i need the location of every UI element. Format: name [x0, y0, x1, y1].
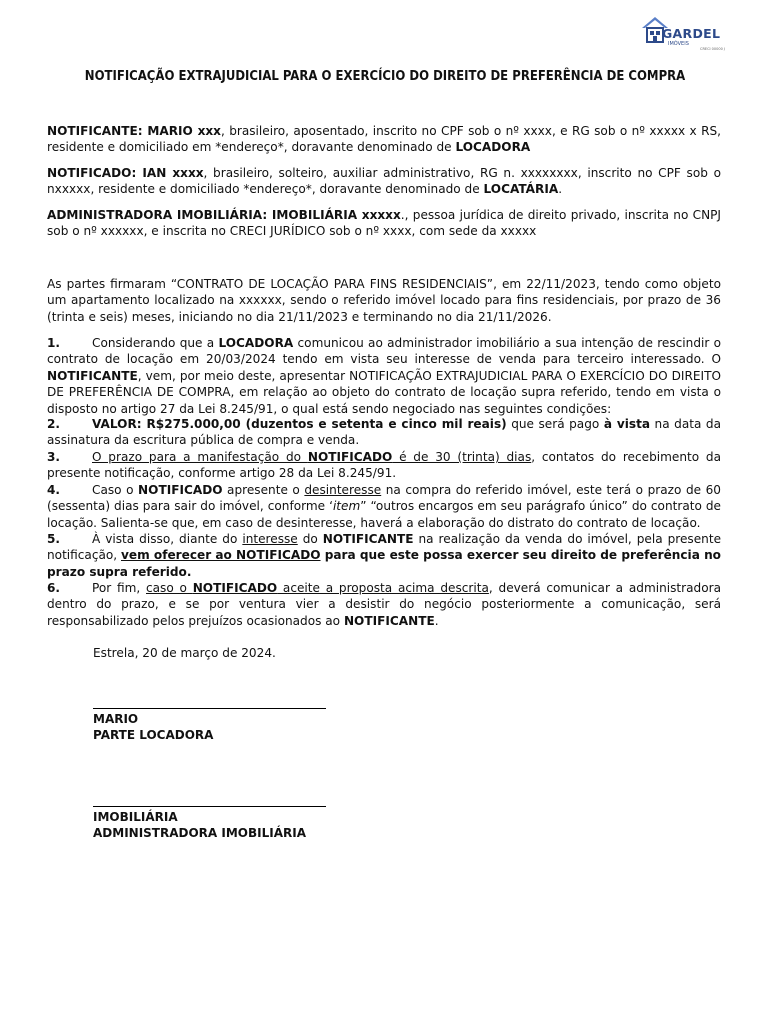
document-date: Estrela, 20 de março de 2024.: [93, 646, 276, 660]
signature-locadora: [93, 711, 213, 743]
notificado-paragraph: NOTIFICADO: IAN xxxx, brasileiro, solteiro, auxiliar administrativo, RG n. xxxxxxxx, inscrito no CPF sob o nxxxxx, residente e domiciliado *endereço*, doravante denominado de LOCATÁRIA.: [47, 166, 721, 197]
document-title: NOTIFICAÇÃO EXTRAJUDICIAL PARA O EXERCÍCIO DO DIREITO DE PREFERÊNCIA DE COMPRA: [84, 69, 686, 84]
logo-brand: GARDEL: [662, 26, 721, 41]
list-item-2: 2. VALOR: R$275.000,00 (duzentos e setenta e cinco mil reais) que será pago à vista na data da assinatura da escritura pública de compra e venda.: [47, 417, 721, 448]
list-item-5: 5. À vista disso, diante do interesse do NOTIFICANTE na realização da venda do imóvel, pela presente notificação, vem oferecer ao NOTIFICADO para que este possa exercer seu direito de preferência no prazo supra referido.: [47, 532, 722, 579]
signature-name: MARIO: [93, 712, 139, 726]
administradora-paragraph: ADMINISTRADORA IMOBILIÁRIA: IMOBILIÁRIA xxxxx., pessoa jurídica de direito privado, inscrita no CNPJ sob o nº xxxxxx, e inscrita no CRECI JURÍDICO sob o nº xxxx, com sede da xxxxx: [47, 208, 721, 239]
list-item-1: 1. Considerando que a LOCADORA comunicou ao administrador imobiliário a sua intenção de rescindir o contrato de locação em 20/03/2024 tendo em vista seu interesse de venda para terceiro interessado. O NOTIFICANTE, vem, por meio deste, apresentar NOTIFICAÇÃO EXTRAJUDICIAL PARA O EXERCÍCIO DO DIREITO DE PREFERÊNCIA DE COMPRA, em relação ao objeto do contrato de locação supra referido, tendo em vista o disposto no artigo 27 da Lei 8.245/91, o qual está sendo negociado nas seguintes condições:: [47, 336, 722, 416]
signature-imobiliaria: [93, 809, 306, 841]
gardel-logo: [640, 12, 724, 52]
signature-role: ADMINISTRADORA IMOBILIÁRIA: [93, 826, 306, 840]
list-item-4: 4. Caso o NOTIFICADO apresente o desinteresse na compra do referido imóvel, este terá o prazo de 60 (sessenta) dias para sair do imóvel, conforme ‘item” “outros encargos em seu parágrafo único” do contrato de locação. Salienta-se que, em caso de desinteresse, haverá a elaboração do distrato do contrato de locação.: [47, 483, 722, 530]
notificante-paragraph: NOTIFICANTE: MARIO xxx, brasileiro, aposentado, inscrito no CPF sob o nº xxxx, e RG sob o nº xxxxx x RS, residente e domiciliado em *endereço*, doravante denominado de LOCADORA: [47, 124, 721, 155]
signature-line-locadora: [93, 708, 326, 709]
list-item-3: 3. O prazo para a manifestação do NOTIFICADO é de 30 (trinta) dias, contatos do recebimento da presente notificação, conforme artigo 28 da Lei 8.245/91.: [47, 450, 722, 481]
list-item-6: 6. Por fim, caso o NOTIFICADO aceite a proposta acima descrita, deverá comunicar a administradora dentro do prazo, e se por ventura vier a desistir do negócio posteriormente a comunicação, será responsabilizado pelos prejuízos ocasionados ao NOTIFICANTE.: [47, 581, 721, 628]
signature-role: PARTE LOCADORA: [93, 728, 214, 742]
logo-creci: CRECI 00000 J: [700, 47, 725, 51]
logo-subtitle: IMÓVEIS: [668, 41, 689, 47]
signature-line-imobiliaria: [93, 806, 326, 807]
intro-paragraph: As partes firmaram “CONTRATO DE LOCAÇÃO PARA FINS RESIDENCIAIS”, em 22/11/2023, tendo como objeto um apartamento localizado na xxxxxx, sendo o referido imóvel locado para fins residenciais, por prazo de 36 (trinta e seis) meses, iniciando no dia 21/11/2023 e terminando no dia 21/11/2026.: [47, 277, 721, 324]
signature-name: IMOBILIÁRIA: [93, 810, 178, 824]
